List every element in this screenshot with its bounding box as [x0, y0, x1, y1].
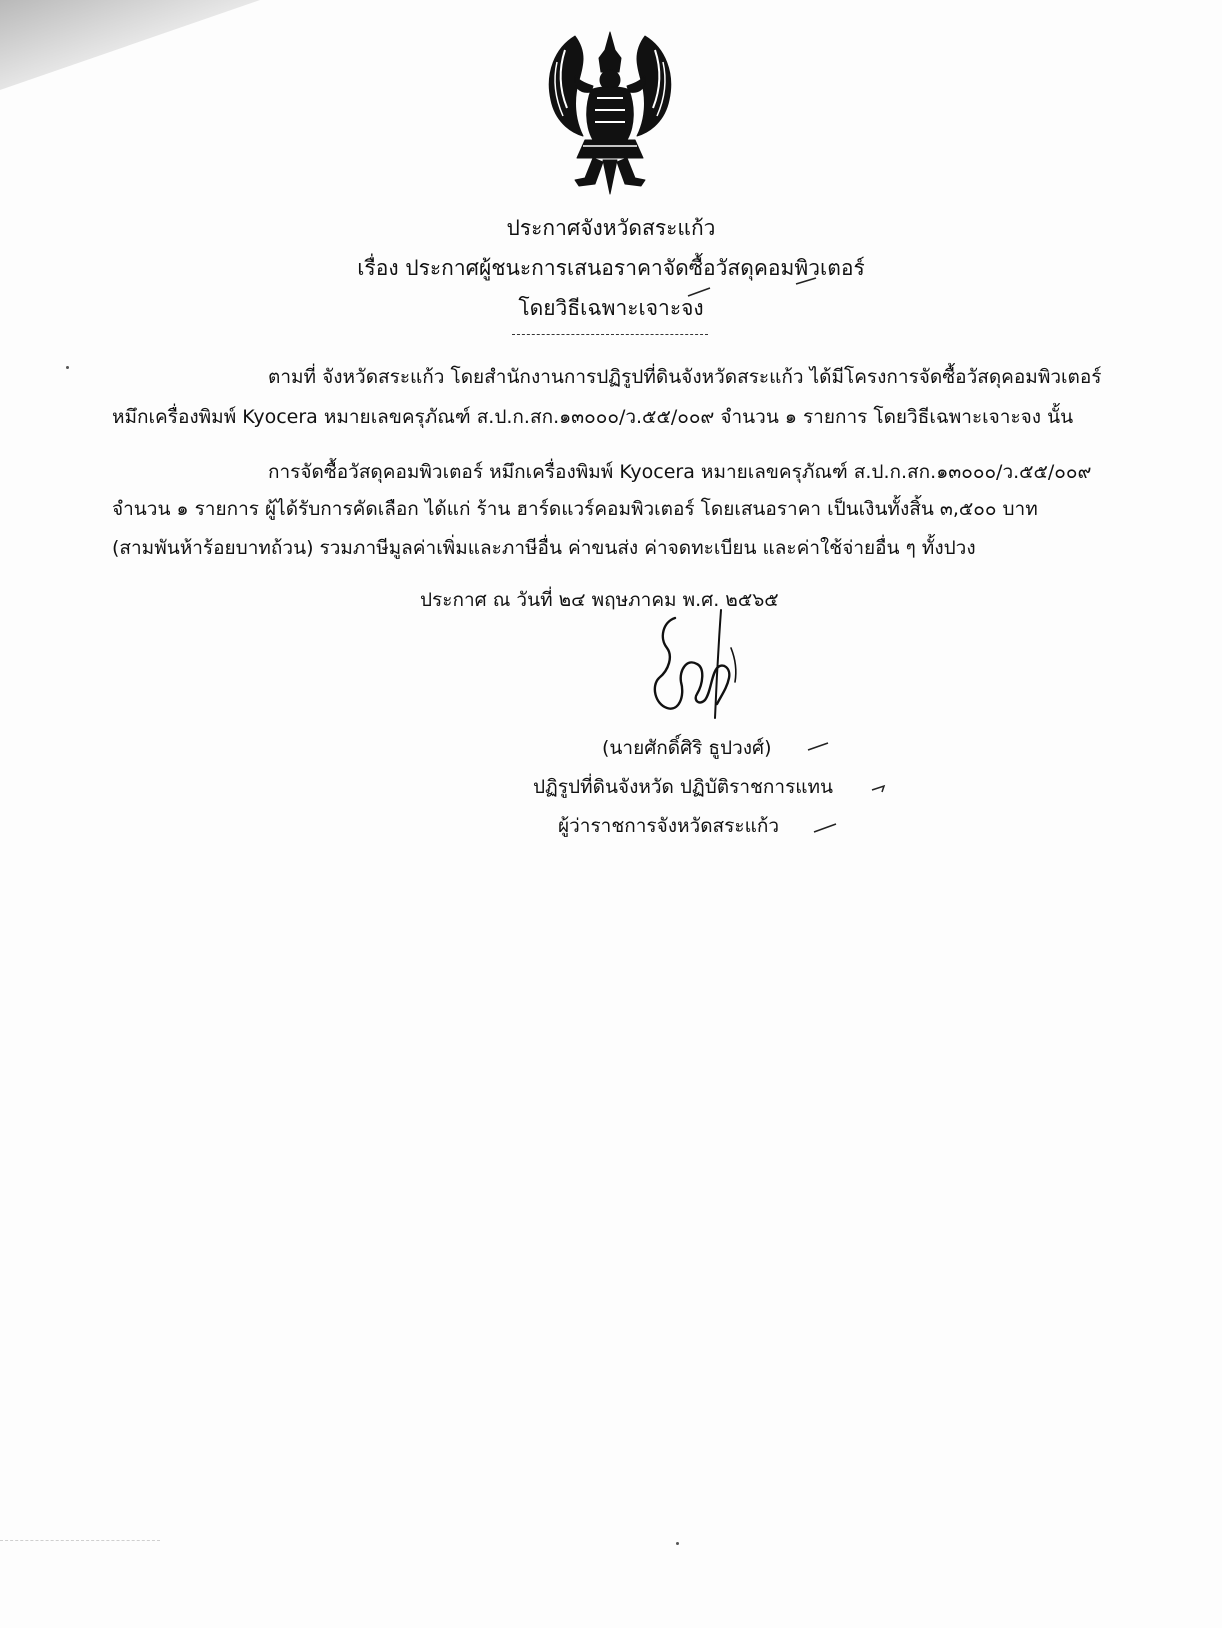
announcement-subject: เรื่อง ประกาศผู้ชนะการเสนอราคาจัดซื้อวัสดุคอมพิวเตอร์ — [357, 256, 865, 280]
speck-mark — [66, 366, 69, 369]
paragraph-2-line-3: (สามพันห้าร้อยบาทถ้วน) รวมภาษีมูลค่าเพิ่มและภาษีอื่น ค่าขนส่ง ค่าจดทะเบียน และค่าใช้จ่ายอื่น ๆ ทั้งปวง — [112, 537, 976, 559]
signatory-name: (นายศักดิ์ศิริ ธูปวงศ์) — [602, 737, 772, 759]
handwritten-signature — [645, 608, 750, 726]
announcement-title: ประกาศจังหวัดสระแก้ว — [506, 216, 716, 240]
scan-artifact-line — [0, 1540, 160, 1541]
initial-tick-mark — [794, 274, 820, 286]
title-separator — [512, 334, 708, 335]
announcement-date: ประกาศ ณ วันที่ ๒๔ พฤษภาคม พ.ศ. ๒๕๖๕ — [420, 589, 779, 611]
initial-tick-mark — [686, 286, 712, 298]
garuda-emblem-icon — [535, 28, 685, 200]
signatory-position-1: ปฏิรูปที่ดินจังหวัด ปฏิบัติราชการแทน — [533, 776, 834, 798]
initial-tick-mark — [806, 740, 832, 752]
paragraph-1-line-1: ตามที่ จังหวัดสระแก้ว โดยสำนักงานการปฏิรูปที่ดินจังหวัดสระแก้ว ได้มีโครงการจัดซื้อวัสดุคอมพิวเตอร์ — [268, 366, 1102, 388]
initial-tick-mark — [812, 822, 838, 834]
paragraph-2-line-1: การจัดซื้อวัสดุคอมพิวเตอร์ หมึกเครื่องพิมพ์ Kyocera หมายเลขครุภัณฑ์ ส.ป.ก.สก.๑๓๐๐๐/ว.๕๕/๐๐๙ — [268, 461, 1092, 483]
paragraph-1-line-2: หมึกเครื่องพิมพ์ Kyocera หมายเลขครุภัณฑ์ ส.ป.ก.สก.๑๓๐๐๐/ว.๕๕/๐๐๙ จำนวน ๑ รายการ โดยวิธีเฉพาะเจาะจง นั้น — [112, 406, 1074, 428]
signatory-position-2: ผู้ว่าราชการจังหวัดสระแก้ว — [558, 815, 779, 837]
paragraph-2-line-2: จำนวน ๑ รายการ ผู้ได้รับการคัดเลือก ได้แก่ ร้าน ฮาร์ดแวร์คอมพิวเตอร์ โดยเสนอราคา เป็นเงินทั้งสิ้น ๓,๕๐๐ บาท — [112, 498, 1038, 520]
page-corner-shadow — [0, 0, 260, 90]
procurement-method: โดยวิธีเฉพาะเจาะจง — [518, 296, 704, 320]
initial-tick-mark — [870, 782, 896, 794]
speck-mark — [676, 1542, 679, 1545]
